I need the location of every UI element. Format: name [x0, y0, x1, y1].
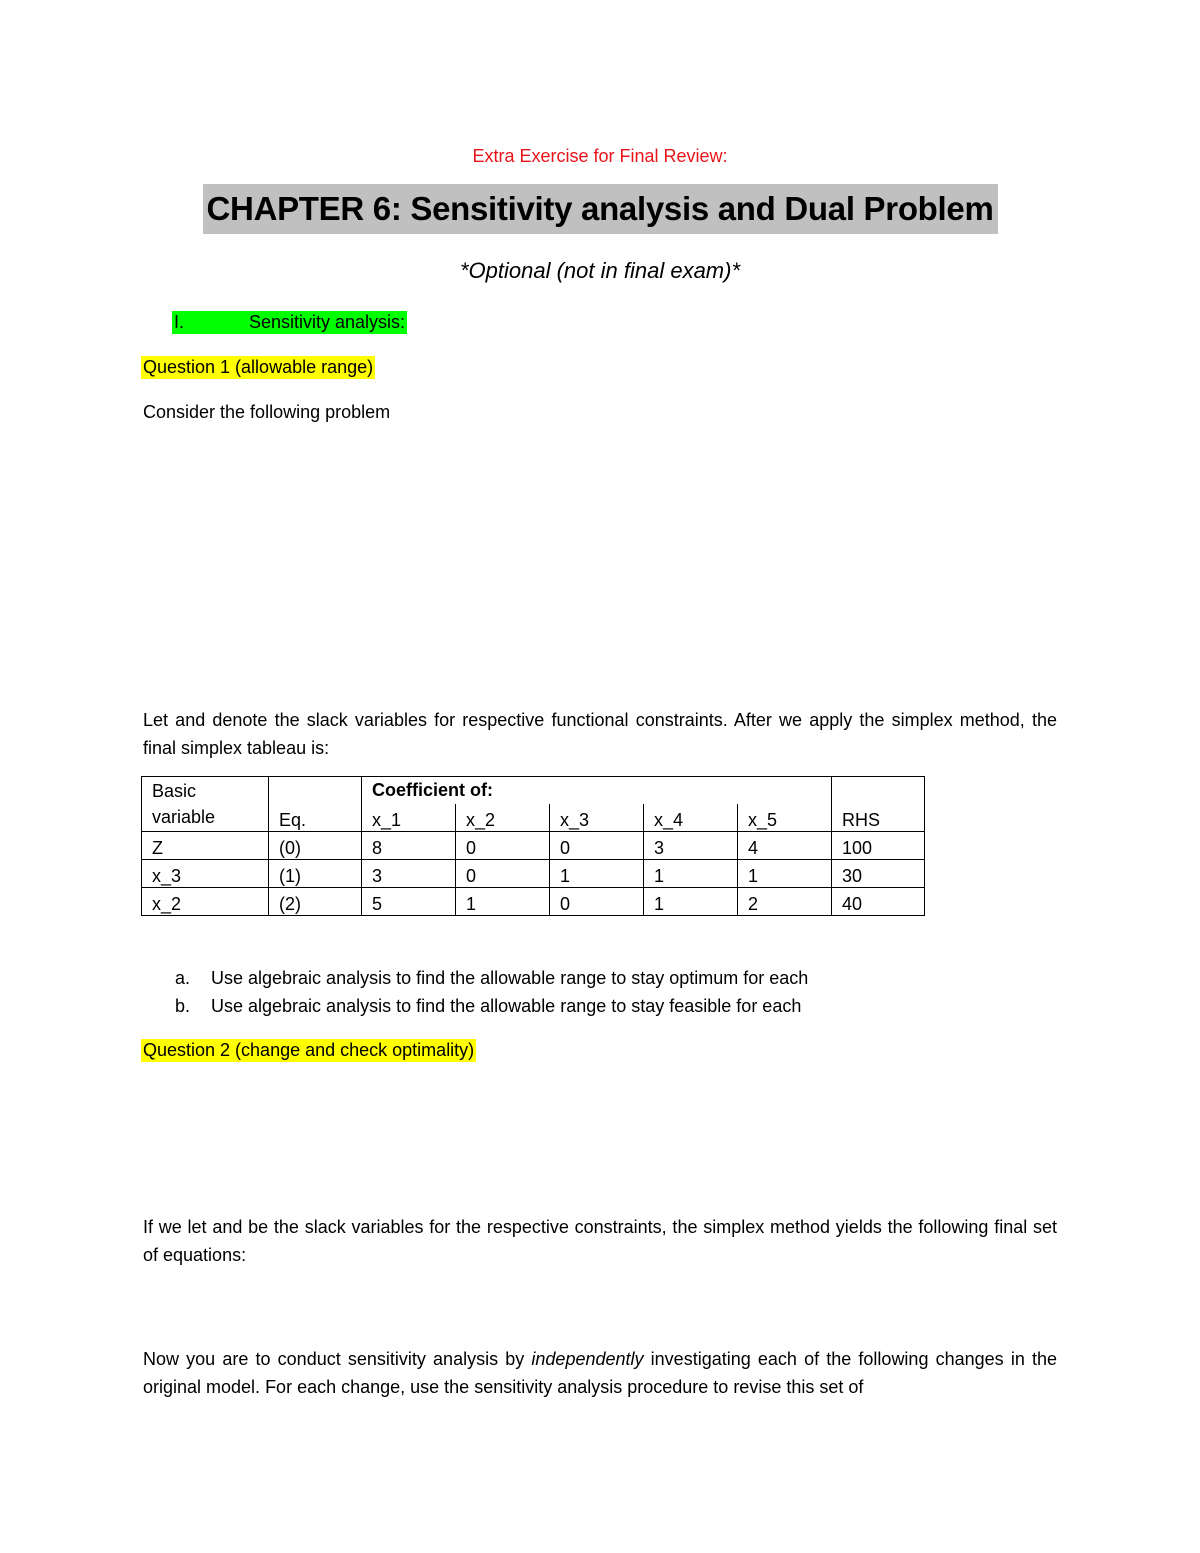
cell-coeff: 0: [550, 832, 644, 860]
extra-exercise-title: Extra Exercise for Final Review:: [472, 146, 728, 166]
instructions-part-1: Now you are to conduct sensitivity analysis by: [143, 1349, 532, 1369]
cell-coeff: 3: [362, 860, 456, 888]
header-var: x_2: [456, 804, 550, 832]
task-list: [175, 964, 808, 1020]
list-item: [175, 964, 808, 992]
cell-basic: x_2: [142, 888, 269, 916]
section-heading: [172, 311, 407, 334]
cell-rhs: 30: [832, 860, 925, 888]
section-label: Sensitivity analysis:: [249, 312, 406, 332]
cell-coeff: 5: [362, 888, 456, 916]
question-1-intro: Consider the following problem: [143, 402, 391, 422]
list-marker: b.: [175, 996, 191, 1016]
list-text: Use algebraic analysis to find the allowable range to stay optimum for each: [211, 968, 809, 988]
table-row: [142, 888, 925, 916]
cell-eq: (1): [269, 860, 362, 888]
table-row: [142, 860, 925, 888]
cell-coeff: 1: [644, 860, 738, 888]
question-2-instructions: [143, 1345, 1057, 1401]
section-number: I.: [174, 312, 185, 332]
header-eq: Eq.: [269, 777, 362, 832]
cell-basic: x_3: [142, 860, 269, 888]
list-item: [175, 992, 808, 1020]
cell-coeff: 1: [550, 860, 644, 888]
header-var: x_5: [738, 804, 832, 832]
optional-note: *Optional (not in final exam)*: [459, 258, 741, 283]
instructions-emphasis: independently: [531, 1349, 644, 1369]
question-1-slack-text: Let and denote the slack variables for respective functional constraints. After we apply the simplex method, the final simplex tableau is:: [143, 710, 1057, 758]
cell-coeff: 0: [456, 860, 550, 888]
cell-coeff: 2: [738, 888, 832, 916]
tableau-header-row: [142, 777, 925, 805]
header-coefficient: Coefficient of:: [362, 777, 832, 805]
question-2-slack-text: If we let and be the slack variables for the respective constraints, the simplex method yields the following final set of equations:: [143, 1217, 1057, 1265]
cell-eq: (0): [269, 832, 362, 860]
question-1-label: Question 1 (allowable range): [143, 357, 374, 377]
chapter-title-wrap: [0, 184, 1200, 234]
list-marker: a.: [175, 968, 191, 988]
cell-rhs: 100: [832, 832, 925, 860]
cell-coeff: 0: [550, 888, 644, 916]
cell-coeff: 1: [456, 888, 550, 916]
cell-rhs: 40: [832, 888, 925, 916]
question-2-label: Question 2 (change and check optimality): [143, 1040, 475, 1060]
header-rhs: RHS: [832, 777, 925, 832]
header-var: x_4: [644, 804, 738, 832]
final-simplex-tableau: [141, 776, 925, 916]
cell-coeff: 1: [738, 860, 832, 888]
cell-coeff: 1: [644, 888, 738, 916]
list-text: Use algebraic analysis to find the allowable range to stay feasible for each: [211, 996, 802, 1016]
table-row: [142, 832, 925, 860]
header-var: x_3: [550, 804, 644, 832]
cell-coeff: 0: [456, 832, 550, 860]
cell-eq: (2): [269, 888, 362, 916]
cell-coeff: 8: [362, 832, 456, 860]
header-basic-variable: Basic variable: [142, 777, 269, 832]
instructions-part-2: investigating each of the following changes in the original model. For each change, use the sensitivity analysis procedure to revise this set of: [143, 1349, 1058, 1397]
chapter-title: CHAPTER 6: Sensitivity analysis and Dual Problem: [203, 184, 998, 234]
header-var: x_1: [362, 804, 456, 832]
cell-coeff: 3: [644, 832, 738, 860]
cell-coeff: 4: [738, 832, 832, 860]
cell-basic: Z: [142, 832, 269, 860]
